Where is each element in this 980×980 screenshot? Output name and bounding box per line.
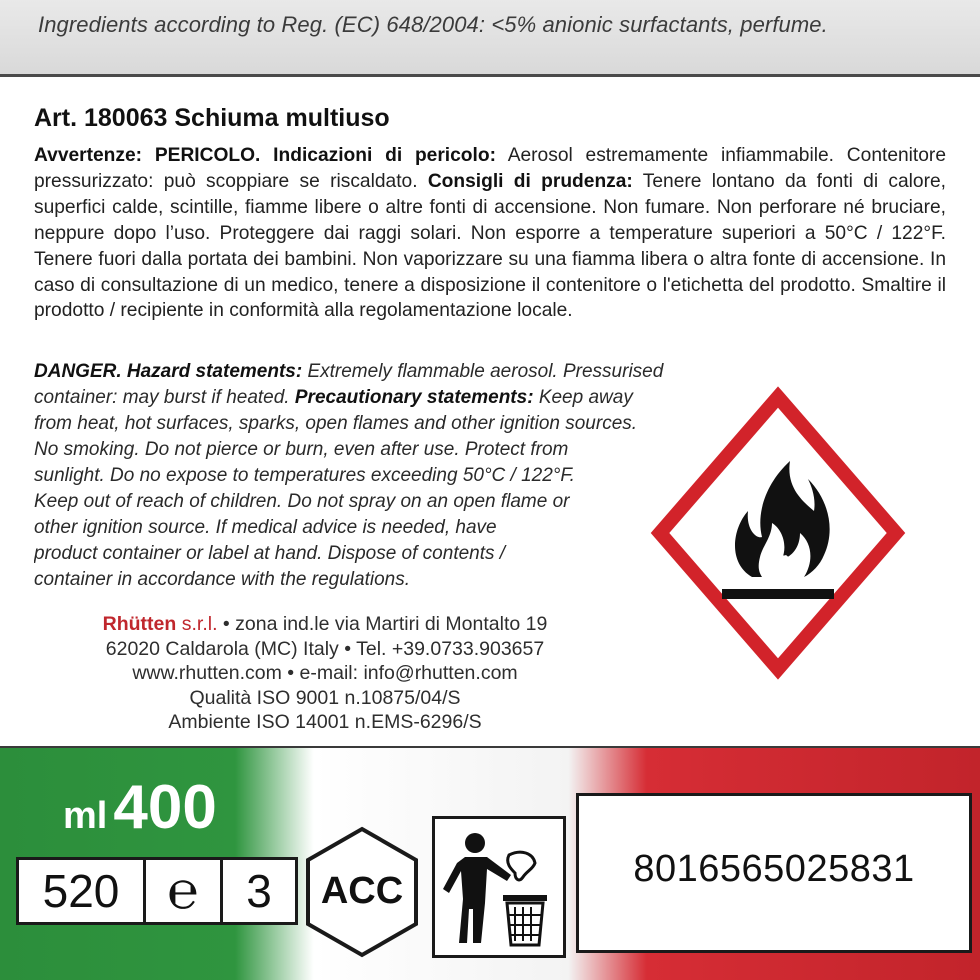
italian-precaution-label: Consigli di prudenza: [427,170,633,192]
english-danger-label: DANGER. Hazard statements: [34,361,303,382]
city-phone-line: 62020 Caldarola (MC) Italy • Tel. +39.0733.903657 [105,637,545,660]
brand-suffix: s.r.l. [181,613,218,635]
english-line [34,359,790,385]
article-title: Art. 180063 Schiuma multiuso [34,104,390,132]
english-line: sunlight. Do no expose to temperatures exceeding 50°C / 122°F. [34,465,575,486]
capacity-boxes [16,857,298,925]
volume-value: 400 [113,773,217,842]
english-line: other ignition source. If medical advice is needed, have [34,517,497,538]
english-hazard-statement: Extremely flammable aerosol. Pressurised [307,361,664,382]
capacity-number: 3 [246,865,272,917]
english-precaution-label: Precautionary statements: [294,387,534,408]
tidyman-bin-icon [432,816,566,958]
italian-warning-label: Avvertenze: PERICOLO. Indicazioni di pericolo: [34,145,496,166]
english-precaution-start: Keep away [538,387,633,408]
brand-name: Rhütten [102,613,177,635]
english-line: container in accordance with the regulations. [34,569,411,590]
volume-unit: ml [63,795,108,837]
ingredients-text: Ingredients according to Reg. (EC) 648/2004: <5% anionic surfactants, perfume. [38,12,828,37]
acc-hexagon-icon [304,826,420,958]
italian-hazard-text [34,143,946,324]
company-line [60,612,590,637]
english-line: No smoking. Do not pierce or burn, even after use. Protect from [34,439,569,460]
street-address: • zona ind.le via Martiri di Montalto 19 [222,613,548,635]
ingredients-band [0,0,980,77]
company-address [60,612,590,735]
ghs02-flammable-pictogram [648,383,908,683]
english-line: Keep out of reach of children. Do not spray on an open flame or [34,491,570,512]
quality-cert-line: Qualità ISO 9001 n.10875/04/S [189,686,461,709]
english-line: from heat, hot surfaces, sparks, open flames and other ignition sources. [34,413,638,434]
english-hazard-statement-cont: container: may burst if heated. [34,387,290,408]
english-line: product container or label at hand. Dispose of contents / [34,543,506,564]
barcode-number: 8016565025831 [633,848,915,890]
web-email-line: www.rhutten.com • e-mail: info@rhutten.com [132,662,518,684]
volume-label [63,772,217,843]
total-capacity: 520 [19,860,146,922]
environment-cert-line: Ambiente ISO 14001 n.EMS-6296/S [168,711,482,733]
estimated-sign-icon: ℮ [146,860,223,922]
barcode-box [576,793,972,953]
italian-hazard-statement: Aerosol estremamente infiammabile. Contenitore pressurizzato: può scoppiare se riscaldato. [34,145,946,192]
italian-precaution-statement: Tenere lontano da fonti di calore, superfici calde, scintille, fiamme libere o altre fonti di accensione. Non fumare. Non perforare né bruciare, neppure dopo l’uso. Proteggere dai raggi solari. Non esporre a temperature superiori a 50°C / 122°F. Tenere fuori dalla portata dei bambini. Non vaporizzare su una fiamma libera o altra fonte di accensione. In caso di consultazione di un medico, tenere a disposizione il contenitore o l'etichetta del prodotto. Smaltire il prodotto / recipiente in conformità alla regolamentazione locale. [34,170,946,322]
acc-label: ACC [320,870,404,912]
flame-base-line [722,589,834,599]
